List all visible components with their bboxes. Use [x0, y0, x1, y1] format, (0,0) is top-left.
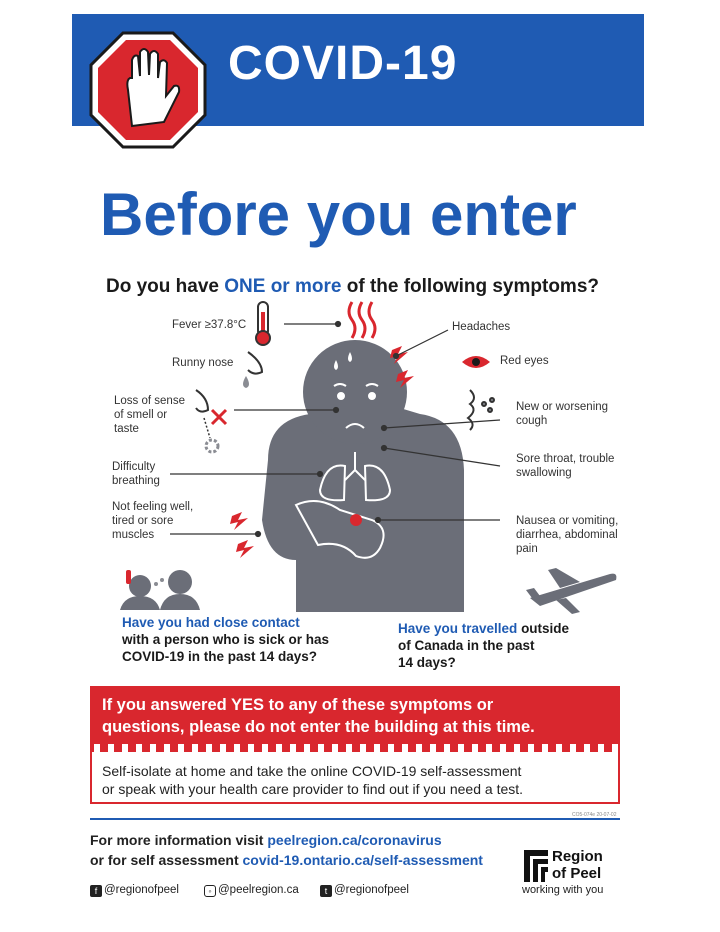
- symptom-runny-nose: Runny nose: [172, 357, 234, 369]
- heat-waves-icon: [349, 302, 375, 338]
- instagram-icon: ◦: [204, 885, 216, 897]
- symptom-unwell: Not feeling well, tired or sore muscles: [112, 501, 194, 541]
- travel-question-bold: Have you travelled: [398, 621, 518, 636]
- stomach-pain-icon: [350, 514, 362, 526]
- warning-fringe: [90, 742, 620, 752]
- smell-nose-icon: [196, 390, 208, 412]
- cough-icon: [468, 390, 494, 430]
- close-contact-icon: [120, 570, 200, 610]
- drop-icon: [243, 376, 249, 388]
- question-pre: Do you have: [106, 276, 225, 297]
- twitter-text: @regionofpeel: [334, 884, 409, 896]
- facebook-text: @regionofpeel: [104, 884, 179, 896]
- person-figure: [262, 340, 464, 612]
- symptom-throat: Sore throat, trouble swallowing: [516, 453, 615, 479]
- symptom-red-eyes: Red eyes: [500, 355, 549, 367]
- footer-rule: [90, 818, 620, 820]
- contact-question-rest: with a person who is sick or has COVID-19 in the past 14 days?: [122, 632, 330, 664]
- symptom-smell: Loss of sense of smell or taste: [114, 395, 185, 435]
- symptom-nausea: Nausea or vomiting, diarrhea, abdominal pain: [516, 515, 619, 555]
- info-line-1-text: For more information visit: [90, 832, 268, 848]
- symptom-cough: New or worsening cough: [516, 401, 609, 427]
- cross-icon: [212, 410, 226, 424]
- symptom-headaches: Headaches: [452, 321, 511, 333]
- question-highlight: ONE or more: [224, 276, 342, 297]
- red-eye-icon: [462, 356, 490, 368]
- twitter-icon: t: [320, 885, 332, 897]
- symptom-breathing: Difficulty breathing: [112, 461, 160, 487]
- headline: Before you enter: [100, 181, 577, 248]
- travel-question: [398, 620, 569, 671]
- banner-title: COVID-19: [228, 37, 458, 90]
- info-line-2: [90, 852, 483, 868]
- self-assessment-link[interactable]: covid-19.ontario.ca/self-assessment: [242, 852, 483, 868]
- contact-question: [122, 614, 329, 665]
- contact-question-bold: Have you had close contact: [122, 615, 300, 630]
- logo-tagline: working with you: [522, 884, 604, 896]
- nose-icon: [248, 352, 262, 374]
- info-line-2-text: or for self assessment: [90, 852, 243, 868]
- logo-name: Region of Peel: [552, 848, 603, 882]
- facebook-handle[interactable]: [90, 884, 179, 897]
- instagram-text: @peelregion.ca: [218, 884, 299, 896]
- flower-icon: [206, 440, 218, 452]
- thermometer-icon: [256, 302, 270, 345]
- airplane-icon: [526, 568, 616, 614]
- info-line-1: [90, 832, 442, 848]
- document-code: CO5-074e 20-07-02: [572, 812, 617, 818]
- warning-text: If you answered YES to any of these symptoms or questions, please do not enter the building at this time.: [102, 696, 535, 736]
- travel-question-rest: outside of Canada in the past 14 days?: [398, 621, 570, 670]
- symptom-fever: Fever ≥37.8°C: [172, 319, 247, 331]
- instagram-handle[interactable]: [204, 884, 299, 897]
- question-post: of the following symptoms?: [341, 276, 600, 297]
- peel-coronavirus-link[interactable]: peelregion.ca/coronavirus: [267, 832, 442, 848]
- facebook-icon: f: [90, 885, 102, 897]
- region-of-peel-logo-icon: [522, 848, 550, 882]
- advice-text: Self-isolate at home and take the online COVID-19 self-assessment or speak with your health care provider to find out if you need a test.: [102, 763, 524, 797]
- twitter-handle[interactable]: [320, 884, 409, 897]
